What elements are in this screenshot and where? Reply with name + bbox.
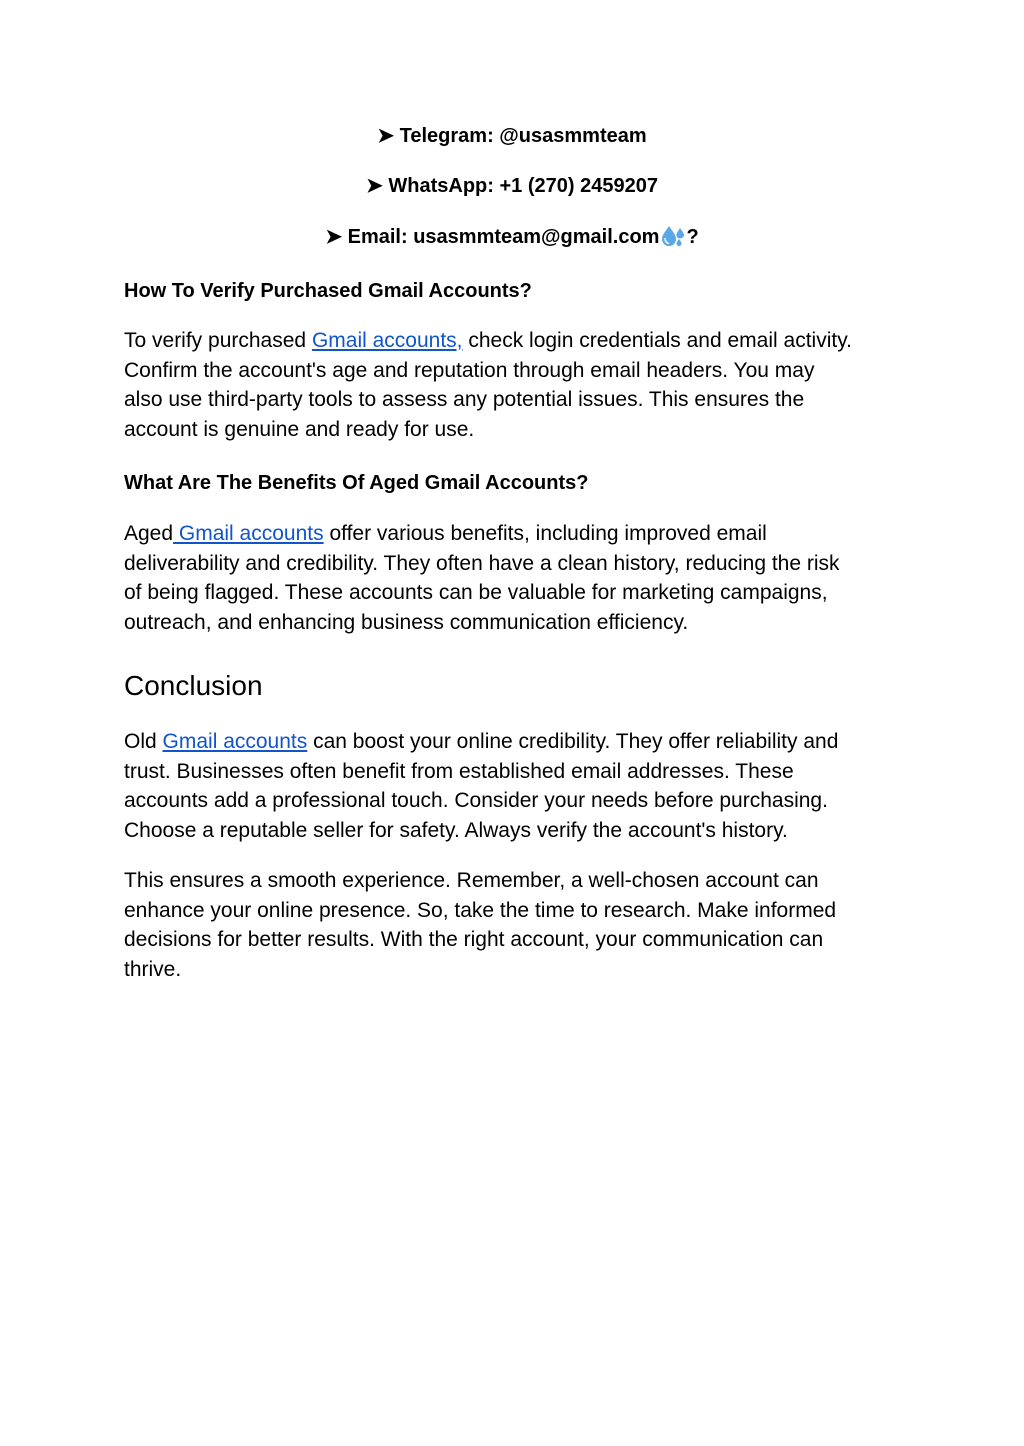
line-text: Aged: [124, 522, 174, 545]
paragraph-line: Confirm the account's age and reputation through email headers. You may: [124, 358, 815, 382]
verify-paragraph: [124, 326, 914, 444]
verify-heading: How To Verify Purchased Gmail Accounts?: [124, 280, 532, 302]
conclusion-paragraph-2: [124, 866, 914, 984]
paragraph-line: trust. Businesses often benefit from established email addresses. These: [124, 759, 794, 783]
line-text: check login credentials and email activity.: [462, 329, 852, 352]
benefits-heading: What Are The Benefits Of Aged Gmail Accounts?: [124, 472, 589, 494]
line-text: can boost your online credibility. They offer reliability and: [307, 730, 839, 753]
email-contact-text: ➤ Email: usasmmteam@gmail.com: [325, 226, 660, 248]
line-text: offer various benefits, including improved email: [323, 522, 767, 545]
paragraph-line: [124, 519, 914, 549]
paragraph-line: account is genuine and ready for use.: [124, 417, 475, 441]
line-text: Old: [124, 730, 163, 753]
paragraph-line: of being flagged. These accounts can be valuable for marketing campaigns,: [124, 581, 828, 604]
paragraph-line: enhance your online presence. So, take the time to research. Make informed: [124, 898, 837, 922]
paragraph-line: thrive.: [124, 957, 182, 981]
paragraph-line: decisions for better results. With the right account, your communication can: [124, 928, 824, 951]
line-text: To verify purchased: [124, 329, 312, 352]
email-suffix: ?: [686, 226, 699, 248]
paragraph-line: accounts add a professional touch. Consider your needs before purchasing.: [124, 789, 828, 812]
whatsapp-contact: ➤ WhatsApp: +1 (270) 2459207: [366, 175, 658, 197]
telegram-contact: ➤ Telegram: @usasmmteam: [377, 125, 647, 147]
paragraph-line: [124, 326, 914, 356]
paragraph-line: [124, 727, 914, 757]
email-contact: [0, 225, 1024, 249]
paragraph-line: This ensures a smooth experience. Remember, a well-chosen account can: [124, 869, 819, 892]
paragraph-line: also use third-party tools to assess any potential issues. This ensures the: [124, 388, 805, 411]
conclusion-heading: Conclusion: [124, 670, 263, 701]
gmail-accounts-link[interactable]: Gmail accounts,: [311, 329, 463, 352]
benefits-paragraph: [124, 519, 914, 637]
conclusion-paragraph-1: [124, 727, 914, 845]
paragraph-line: outreach, and enhancing business communication efficiency.: [124, 610, 689, 634]
paragraph-line: deliverability and credibility. They often have a clean history, reducing the risk: [124, 551, 840, 575]
droplets-icon: [660, 225, 686, 247]
gmail-accounts-link[interactable]: Gmail accounts: [173, 522, 324, 545]
paragraph-line: Choose a reputable seller for safety. Always verify the account's history.: [124, 818, 788, 842]
gmail-accounts-link[interactable]: Gmail accounts: [162, 730, 308, 753]
